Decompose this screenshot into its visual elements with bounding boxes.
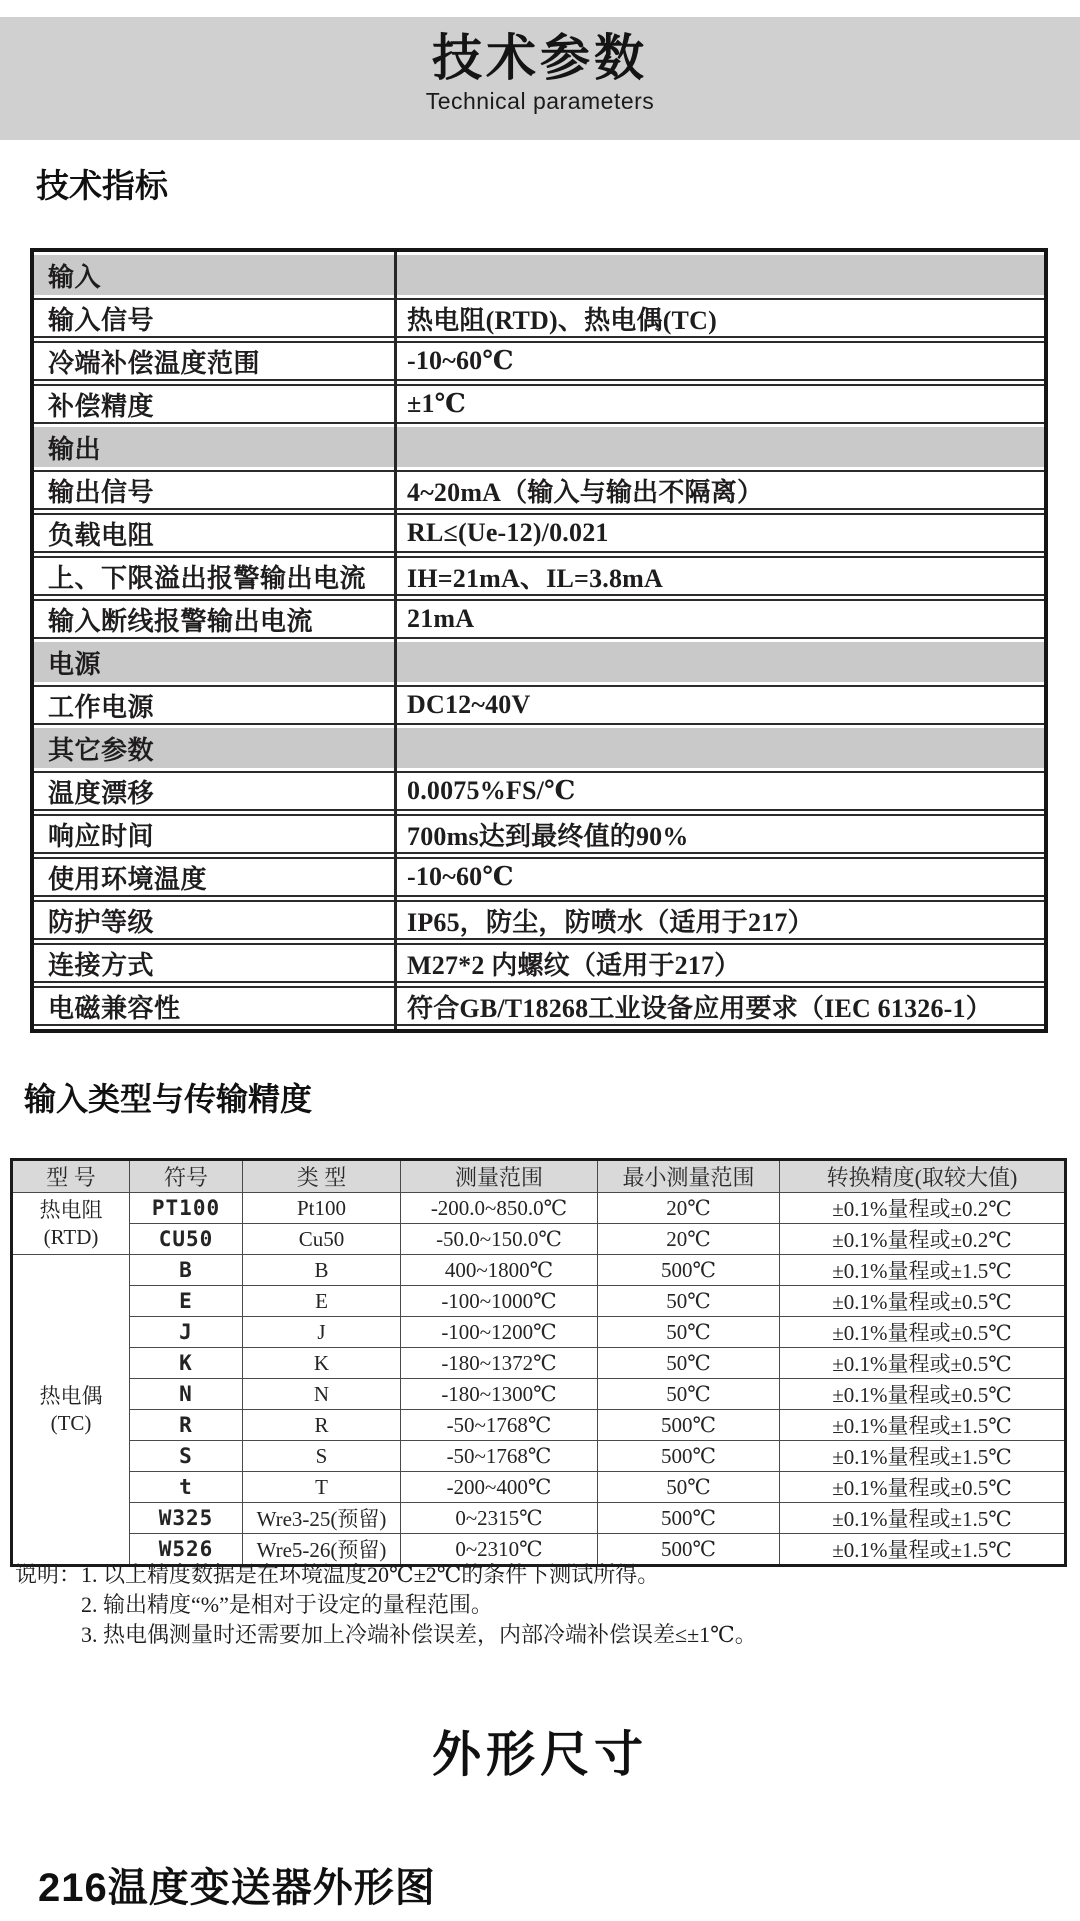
accuracy-cell-type: R (243, 1410, 401, 1441)
spec-row-label: 补偿精度 (48, 391, 155, 421)
accuracy-header-cell: 符号 (130, 1160, 243, 1193)
page-subtitle: Technical parameters (425, 88, 655, 114)
spec-row-label: 冷端补偿温度范围 (48, 348, 261, 378)
spec-row-value: ±1℃ (407, 389, 467, 418)
spec-row-value: DC12~40V (407, 690, 531, 719)
section-heading-spec: 技术指标 (36, 167, 168, 204)
accuracy-cell-symbol: K (130, 1348, 243, 1379)
spec-row-value: 4~20mA（输入与输出不隔离） (407, 477, 764, 507)
spec-row-label: 使用环境温度 (48, 864, 208, 894)
accuracy-cell-type: Wre5-26(预留) (243, 1534, 401, 1566)
spec-data-row (34, 814, 1044, 854)
spec-data-row (34, 513, 1044, 553)
accuracy-cell-min-range: 500℃ (598, 1255, 780, 1286)
accuracy-cell-symbol: CU50 (130, 1224, 243, 1255)
accuracy-cell-type: T (243, 1472, 401, 1503)
spec-row-label: 负载电阻 (48, 520, 155, 550)
section-heading-dimensions: 外形尺寸 (431, 1728, 648, 1782)
accuracy-cell-accuracy: ±0.1%量程或±1.5℃ (780, 1441, 1066, 1472)
spec-section-row (34, 642, 1044, 682)
note-item-1: 1. 以上精度数据是在环境温度20℃±2℃的条件下测试所得。 (81, 1562, 660, 1587)
spec-row-value: -10~60℃ (407, 862, 514, 891)
spec-data-row (34, 470, 1044, 510)
accuracy-cell-range: -50~1768℃ (401, 1410, 598, 1441)
accuracy-cell-min-range: 50℃ (598, 1317, 780, 1348)
accuracy-cell-range: -200.0~850.0℃ (401, 1193, 598, 1224)
spec-section-label: 电源 (48, 649, 102, 679)
accuracy-cell-symbol: E (130, 1286, 243, 1317)
spec-row-label: 输入断线报警输出电流 (48, 606, 314, 636)
spec-data-row (34, 384, 1044, 424)
accuracy-cell-type: Cu50 (243, 1224, 401, 1255)
accuracy-group-label-line: 热电偶 (39, 1383, 103, 1408)
spec-section-row (34, 427, 1044, 467)
spec-row-value: 21mA (407, 604, 475, 633)
accuracy-cell-range: 400~1800℃ (401, 1255, 598, 1286)
spec-row-value: M27*2 内螺纹（适用于217） (407, 950, 741, 980)
accuracy-cell-range: -180~1372℃ (401, 1348, 598, 1379)
spec-data-row (34, 943, 1044, 983)
accuracy-cell-min-range: 50℃ (598, 1379, 780, 1410)
accuracy-cell-symbol: W325 (130, 1503, 243, 1534)
accuracy-group-label-line: (TC) (50, 1410, 92, 1435)
accuracy-cell-min-range: 500℃ (598, 1441, 780, 1472)
accuracy-cell-accuracy: ±0.1%量程或±0.5℃ (780, 1286, 1066, 1317)
accuracy-group-label-line: (RTD) (43, 1224, 99, 1249)
accuracy-cell-accuracy: ±0.1%量程或±1.5℃ (780, 1410, 1066, 1441)
accuracy-cell-range: -200~400℃ (401, 1472, 598, 1503)
accuracy-cell-range: -50~1768℃ (401, 1441, 598, 1472)
note-line-1 (15, 1560, 1055, 1590)
note-line-2: 2. 输出精度“%”是相对于设定的量程范围。 (81, 1592, 493, 1617)
accuracy-cell-accuracy: ±0.1%量程或±1.5℃ (780, 1534, 1066, 1566)
accuracy-header-cell: 型 号 (12, 1160, 130, 1193)
accuracy-table-wrap (10, 1158, 1067, 1567)
accuracy-table-head (12, 1160, 1066, 1193)
accuracy-header-cell: 测量范围 (401, 1160, 598, 1193)
accuracy-cell-range: 0~2315℃ (401, 1503, 598, 1534)
accuracy-cell-symbol: S (130, 1441, 243, 1472)
spec-section-row (34, 728, 1044, 768)
spec-data-row (34, 556, 1044, 596)
spec-data-row (34, 771, 1044, 811)
accuracy-row (12, 1193, 1066, 1224)
spec-section-label: 其它参数 (48, 735, 155, 765)
accuracy-cell-type: J (243, 1317, 401, 1348)
accuracy-group-label (12, 1255, 130, 1566)
spec-data-row (34, 685, 1044, 725)
accuracy-cell-type: K (243, 1348, 401, 1379)
accuracy-row (12, 1255, 1066, 1286)
accuracy-cell-symbol: W526 (130, 1534, 243, 1566)
accuracy-header-cell: 类 型 (243, 1160, 401, 1193)
accuracy-table (10, 1158, 1067, 1567)
accuracy-cell-accuracy: ±0.1%量程或±0.5℃ (780, 1379, 1066, 1410)
accuracy-cell-min-range: 20℃ (598, 1224, 780, 1255)
accuracy-header-cell: 转换精度(取较大值) (780, 1160, 1066, 1193)
spec-row-label: 电磁兼容性 (48, 993, 181, 1023)
spec-row-label: 上、下限溢出报警输出电流 (48, 563, 367, 593)
spec-row-value: IH=21mA、IL=3.8mA (407, 563, 664, 593)
accuracy-header-row (12, 1160, 1066, 1193)
accuracy-cell-min-range: 50℃ (598, 1348, 780, 1379)
spec-row-value: 符合GB/T18268工业设备应用要求（IEC 61326-1） (407, 993, 992, 1023)
accuracy-cell-min-range: 20℃ (598, 1193, 780, 1224)
accuracy-cell-min-range: 500℃ (598, 1503, 780, 1534)
spec-row-value: 热电阻(RTD)、热电偶(TC) (407, 305, 717, 335)
accuracy-cell-accuracy: ±0.1%量程或±1.5℃ (780, 1255, 1066, 1286)
accuracy-row (12, 1503, 1066, 1534)
accuracy-row (12, 1472, 1066, 1503)
accuracy-cell-min-range: 500℃ (598, 1410, 780, 1441)
notes-prefix: 说明： (15, 1562, 82, 1587)
note-line-3: 3. 热电偶测量时还需要加上冷端补偿误差，内部冷端补偿误差≤±1℃。 (81, 1622, 757, 1647)
spec-table (30, 248, 1048, 1033)
accuracy-row (12, 1379, 1066, 1410)
accuracy-cell-range: -100~1200℃ (401, 1317, 598, 1348)
spec-table-column-divider (394, 252, 397, 1029)
accuracy-cell-range: -100~1000℃ (401, 1286, 598, 1317)
spec-data-row (34, 341, 1044, 381)
spec-section-row (34, 255, 1044, 295)
spec-data-row (34, 599, 1044, 639)
accuracy-group-label-line: 热电阻 (39, 1197, 103, 1222)
accuracy-cell-type: Wre3-25(预留) (243, 1503, 401, 1534)
accuracy-cell-accuracy: ±0.1%量程或±0.5℃ (780, 1348, 1066, 1379)
accuracy-cell-accuracy: ±0.1%量程或±0.5℃ (780, 1472, 1066, 1503)
spec-row-label: 响应时间 (48, 821, 155, 851)
accuracy-cell-symbol: B (130, 1255, 243, 1286)
page-title: 技术参数 (432, 30, 648, 86)
accuracy-cell-accuracy: ±0.1%量程或±0.2℃ (780, 1224, 1066, 1255)
accuracy-group-label (12, 1193, 130, 1255)
section-heading-outline-216: 216温度变送器外形图 (38, 1866, 436, 1910)
accuracy-cell-type: S (243, 1441, 401, 1472)
accuracy-cell-symbol: R (130, 1410, 243, 1441)
accuracy-cell-accuracy: ±0.1%量程或±0.2℃ (780, 1193, 1066, 1224)
accuracy-row (12, 1348, 1066, 1379)
section-heading-input-type: 输入类型与传输精度 (24, 1081, 313, 1117)
accuracy-cell-min-range: 500℃ (598, 1534, 780, 1566)
notes-block (15, 1560, 1055, 1650)
accuracy-cell-accuracy: ±0.1%量程或±1.5℃ (780, 1503, 1066, 1534)
accuracy-cell-symbol: J (130, 1317, 243, 1348)
accuracy-row (12, 1441, 1066, 1472)
spec-section-label: 输入 (48, 262, 102, 292)
spec-row-label: 防护等级 (48, 907, 155, 937)
spec-data-row (34, 857, 1044, 897)
spec-row-value: -10~60℃ (407, 346, 514, 375)
accuracy-cell-accuracy: ±0.1%量程或±0.5℃ (780, 1317, 1066, 1348)
accuracy-cell-type: B (243, 1255, 401, 1286)
accuracy-cell-symbol: N (130, 1379, 243, 1410)
spec-row-value: IP65，防尘，防喷水（适用于217） (407, 907, 814, 937)
accuracy-cell-range: -180~1300℃ (401, 1379, 598, 1410)
spec-row-label: 温度漂移 (48, 778, 155, 808)
spec-data-row (34, 298, 1044, 338)
accuracy-cell-min-range: 50℃ (598, 1472, 780, 1503)
accuracy-row (12, 1317, 1066, 1348)
accuracy-cell-symbol: PT100 (130, 1193, 243, 1224)
spec-row-value: 700ms达到最终值的90% (407, 821, 689, 851)
spec-section-label: 输出 (48, 434, 102, 464)
spec-data-row (34, 986, 1044, 1026)
title-banner (0, 17, 1080, 140)
accuracy-cell-type: Pt100 (243, 1193, 401, 1224)
spec-row-value: RL≤(Ue-12)/0.021 (407, 518, 609, 547)
spec-row-label: 工作电源 (48, 692, 155, 722)
spec-row-label: 输入信号 (48, 305, 155, 335)
accuracy-header-cell: 最小测量范围 (598, 1160, 780, 1193)
accuracy-row (12, 1410, 1066, 1441)
accuracy-cell-symbol: t (130, 1472, 243, 1503)
accuracy-table-body (12, 1193, 1066, 1566)
spec-row-label: 连接方式 (48, 950, 155, 980)
spec-data-row (34, 900, 1044, 940)
spec-row-label: 输出信号 (48, 477, 155, 507)
accuracy-cell-range: 0~2310℃ (401, 1534, 598, 1566)
accuracy-cell-range: -50.0~150.0℃ (401, 1224, 598, 1255)
spec-row-value: 0.0075%FS/℃ (407, 776, 576, 805)
accuracy-cell-type: E (243, 1286, 401, 1317)
accuracy-cell-type: N (243, 1379, 401, 1410)
accuracy-row (12, 1224, 1066, 1255)
accuracy-cell-min-range: 50℃ (598, 1286, 780, 1317)
accuracy-row (12, 1286, 1066, 1317)
